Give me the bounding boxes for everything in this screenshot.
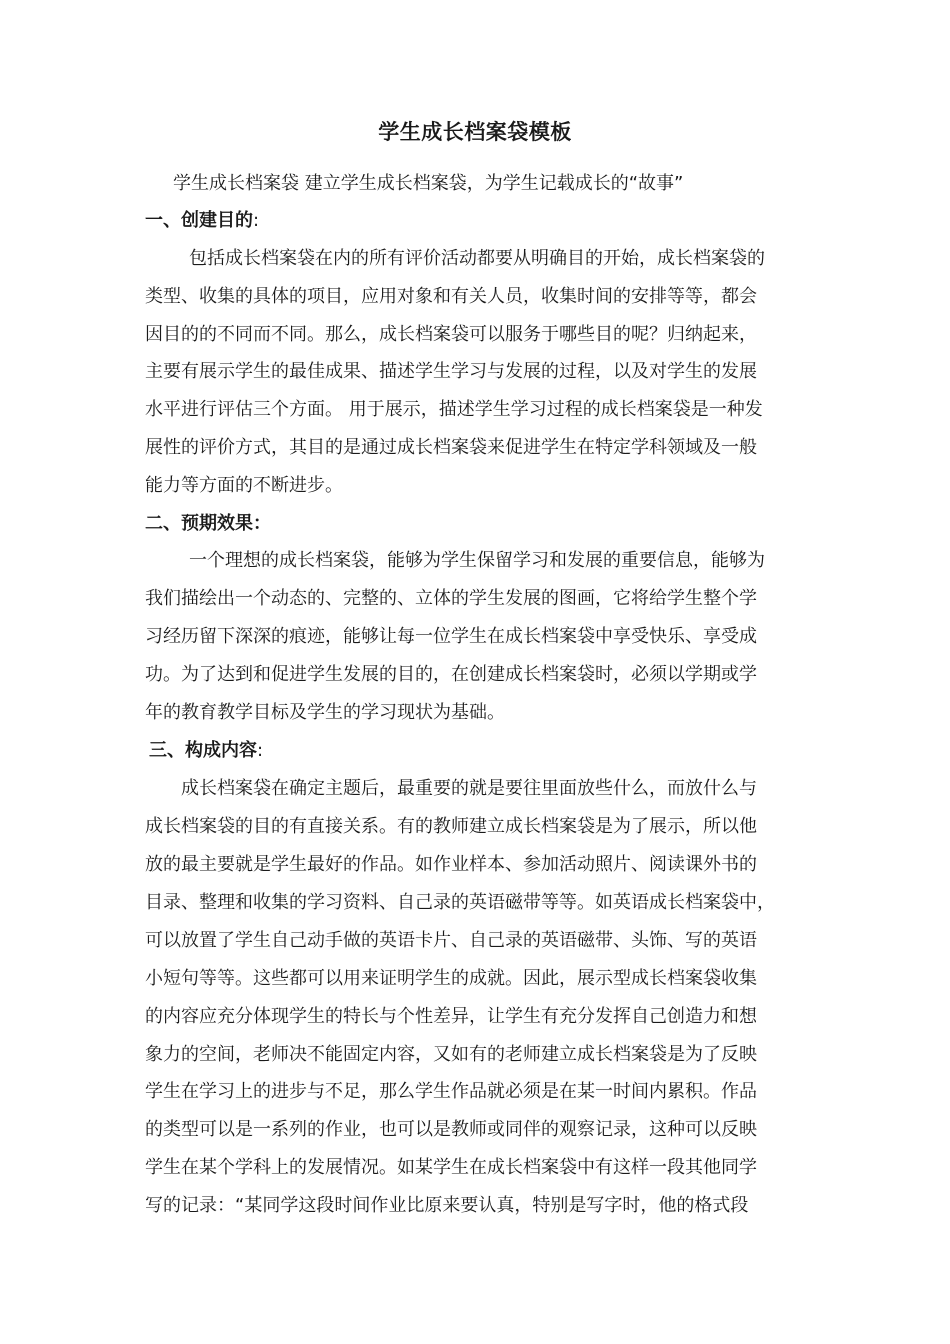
section-heading-colon: : [253,210,260,231]
paragraph-line: 一个理想的成长档案袋，能够为学生保留学习和发展的重要信息，能够为 [189,550,765,571]
paragraph-line: 的类型可以是一系列的作业，也可以是教师或同伴的观察记录，这种可以反映 [145,1119,757,1140]
paragraph-line: 象力的空间，老师决不能固定内容，又如有的老师建立成长档案袋是为了反映 [145,1044,757,1065]
paragraph-line: 的内容应充分体现学生的特长与个性差异，让学生有充分发挥自己创造力和想 [145,1006,757,1027]
section-heading-expected-effect: 二、预期效果： [145,513,271,534]
paragraph-line: 水平进行评估三个方面。 用于展示，描述学生学习过程的成长档案袋是一种发 [145,399,763,420]
paragraph-line: 写的记录：“某同学这段时间作业比原来要认真，特别是写字时，他的格式段 [145,1195,749,1216]
paragraph-line: 可以放置了学生自己动手做的英语卡片、自己录的英语磁带、头饰、写的英语 [145,930,757,951]
paragraph-line: 主要有展示学生的最佳成果、描述学生学习与发展的过程，以及对学生的发展 [145,361,757,382]
section-heading-purpose [145,206,807,236]
paragraph-line: 小短句等等。这些都可以用来证明学生的成就。因此，展示型成长档案袋收集 [145,968,757,989]
document-title: 学生成长档案袋模板 [378,120,572,144]
paragraph-line: 学生在某个学科上的发展情况。如某学生在成长档案袋中有这样一段其他同学 [145,1157,757,1178]
paragraph-line: 目录、整理和收集的学习资料、自己录的英语磁带等等。如英语成长档案袋中， [145,892,775,913]
paragraph-line: 我们描绘出一个动态的、完整的、立体的学生发展的图画，它将给学生整个学 [145,588,757,609]
paragraph-line: 因目的的不同而不同。那么，成长档案袋可以服务于哪些目的呢？归纳起来， [145,324,757,345]
paragraph-line: 能力等方面的不断进步。 [145,475,343,496]
section-heading-text: 三、构成内容 [149,740,257,761]
section-heading-colon: : [257,740,264,761]
section-heading-text: 一、创建目的 [145,210,253,231]
paragraph-line: 成长档案袋在确定主题后，最重要的就是要往里面放些什么，而放什么与 [181,778,757,799]
paragraph-line: 放的最主要就是学生最好的作品。如作业样本、参加活动照片、阅读课外书的 [145,854,757,875]
paragraph-line: 年的教育教学目标及学生的学习现状为基础。 [145,702,505,723]
paragraph-line: 展性的评价方式，其目的是通过成长档案袋来促进学生在特定学科领域及一般 [145,437,757,458]
paragraph-line: 成长档案袋的目的有直接关系。有的教师建立成长档案袋是为了展示，所以他 [145,816,757,837]
paragraph-line: 习经历留下深深的痕迹，能够让每一位学生在成长档案袋中享受快乐、享受成 [145,626,757,647]
paragraph-line: 学生在学习上的进步与不足，那么学生作品就必须是在某一时间内累积。作品 [145,1081,757,1102]
paragraph-line: 包括成长档案袋在内的所有评价活动都要从明确目的开始，成长档案袋的 [189,248,765,269]
paragraph-line: 类型、收集的具体的项目，应用对象和有关人员，收集时间的安排等等，都会 [145,286,757,307]
section-heading-composition [149,736,811,766]
paragraph-line: 功。为了达到和促进学生发展的目的，在创建成长档案袋时，必须以学期或学 [145,664,757,685]
document-subtitle: 学生成长档案袋 建立学生成长档案袋，为学生记载成长的“故事” [173,173,684,194]
